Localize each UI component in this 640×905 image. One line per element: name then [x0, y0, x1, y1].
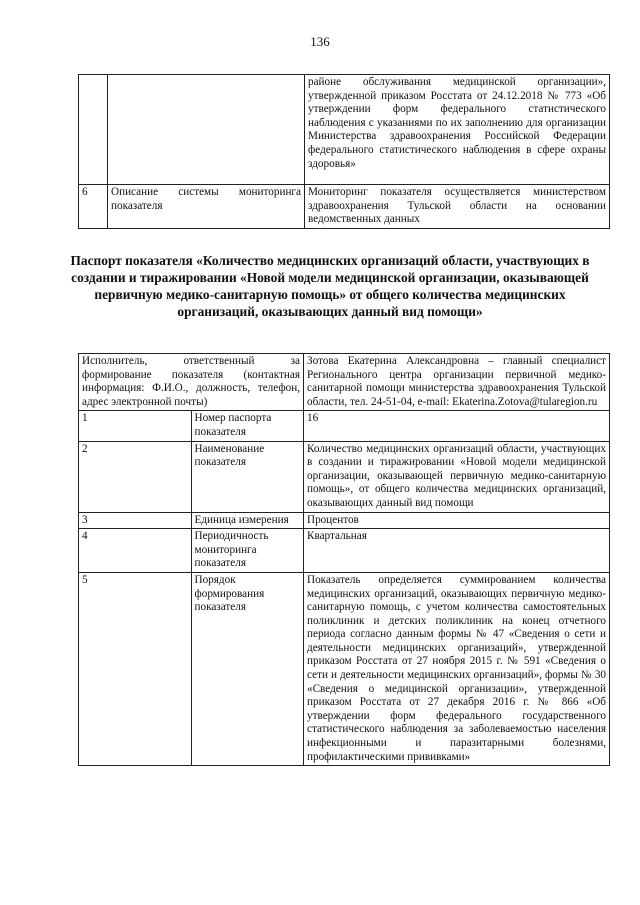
row-label	[108, 75, 305, 185]
table-row	[79, 354, 610, 411]
row-number: 6	[79, 185, 108, 229]
row-label: Наименование показателя	[191, 441, 304, 512]
passport-table	[78, 353, 610, 766]
row-value: Квартальная	[304, 529, 610, 573]
passport-heading: Паспорт показателя «Количество медицинских организаций области, участвующих в создании и тиражировании «Новой модели медицинской организации, оказывающей первичную медико-санитарную помощь» от общего количества медицинских организаций, оказывающих данный вид помощи»	[70, 253, 590, 319]
executor-value: Зотова Екатерина Александровна – главный специалист Регионального центра организации первичной медико-санитарной помощи министерства здравоохранения Тульской области, тел. 24-51-04, e-mail: Ekaterina.Zotova@tularegion.ru	[304, 354, 610, 411]
row-number: 3	[79, 512, 192, 529]
table-row	[79, 185, 610, 229]
row-value: Мониторинг показателя осуществляется министерством здравоохранения Тульской области на основании ведомственных данных	[305, 185, 610, 229]
row-label: Описание системы мониторинга показателя	[108, 185, 305, 229]
row-value: районе обслуживания медицинской организации», утвержденной приказом Росстата от 24.12.2018 № 773 «Об утверждении форм федерального статистического наблюдения с указаниями по их заполнению для организации Министерства здравоохранения Российской Федерации федерального статистического наблюдения в сфере охраны здоровья»	[305, 75, 610, 185]
page-number: 136	[310, 34, 330, 49]
top-table	[78, 74, 610, 229]
row-number: 4	[79, 529, 192, 573]
row-value: 16	[304, 411, 610, 441]
row-value: Процентов	[304, 512, 610, 529]
row-number	[79, 75, 108, 185]
executor-label: Исполнитель, ответственный за формирование показателя (контактная информация: Ф.И.О., должность, телефон, адрес электронной почты)	[79, 354, 304, 411]
row-label: Периодичность мониторинга показателя	[191, 529, 304, 573]
row-label: Номер паспорта показателя	[191, 411, 304, 441]
row-number: 5	[79, 572, 192, 765]
row-value: Показатель определяется суммированием количества медицинских организаций, оказывающих первичную медико-санитарную помощь, с учетом количества самостоятельных поликлиник и детских поликлиник на конец отчетного периода согласно данным формы № 47 «Сведения о сети и деятельности медицинских организаций», утвержденной приказом Росстата от 27 ноября 2015 г. № 591 «Сведения о сети и деятельности медицинских организаций», формы № 30 «Сведения о медицинской организации», утвержденной приказом Росстата от 27 декабря 2016 г. № 866 «Об утверждении форм федерального государственного статистического наблюдения за заболеваемостью населения инфекционными и паразитарными болезнями, профилактическими прививками»	[304, 572, 610, 765]
table-row	[79, 441, 610, 512]
row-label: Единица измерения	[191, 512, 304, 529]
table-row	[79, 529, 610, 573]
row-value: Количество медицинских организаций области, участвующих в создании и тиражировании «Новой модели медицинской организации, оказывающей первичную медико-санитарную помощь», от общего количества медицинских организаций, оказывающих данный вид помощи	[304, 441, 610, 512]
row-label: Порядок формирования показателя	[191, 572, 304, 765]
row-number: 1	[79, 411, 192, 441]
table-row	[79, 411, 610, 441]
row-number: 2	[79, 441, 192, 512]
table-row	[79, 512, 610, 529]
table-row	[79, 75, 610, 185]
table-row	[79, 572, 610, 765]
